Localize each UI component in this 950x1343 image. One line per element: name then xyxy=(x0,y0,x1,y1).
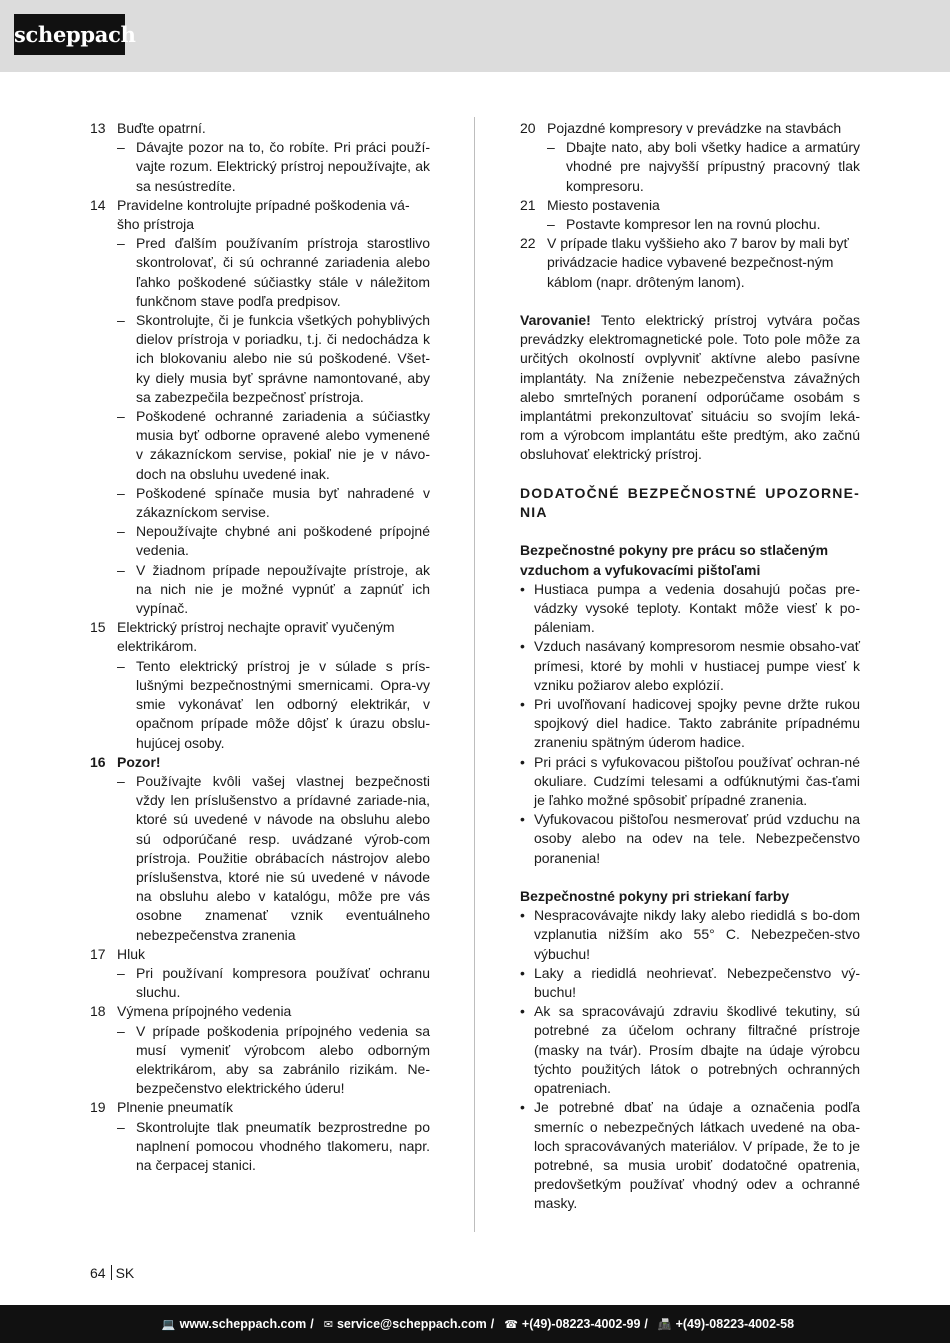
item-title: Pojazdné kompresory v prevádzke na stavbách xyxy=(547,120,842,136)
sub-item xyxy=(90,484,430,522)
sub-item-text: Poškodené ochranné zariadenia a súčiastky musia byť odborne opravené alebo vymenené v zákazníckom servise, pokiaľ nie je v návo-doch na obsluhu uvedené inak. xyxy=(136,408,430,482)
numbered-item xyxy=(90,1098,430,1117)
computer-icon: 💻 xyxy=(161,1318,176,1331)
bullet-text: Nespracovávajte nikdy laky alebo riedidlá s bo-dom vzplanutia nižším ako 55° C. Nebezpečen-stvo výbuchu! xyxy=(534,907,860,962)
paragraph-gap xyxy=(520,868,860,887)
sub-item-text: Poškodené spínače musia byť nahradené v zákazníckom servise. xyxy=(136,484,430,521)
bullet-item xyxy=(520,1002,860,1098)
sub-item-text: V žiadnom prípade nepoužívajte prístroje, ak na nich nie je možné vypnúť a zapnúť ich vypínač. xyxy=(136,561,430,617)
bullet-text: Vyfukovacou pištoľou nesmerovať prúd vzduchu na osoby alebo na odev na tele. Nebezpečenstvo poranenia! xyxy=(534,811,860,866)
sub-item xyxy=(90,138,430,196)
bullet-marker: • xyxy=(520,811,525,828)
warning-paragraph xyxy=(520,311,860,465)
subsection-heading: Bezpečnostné pokyny pre prácu so stlačeným vzduchom a vyfukovacími pištoľami xyxy=(520,542,829,578)
paragraph-gap xyxy=(520,292,860,311)
footer-separator: / xyxy=(490,1317,495,1331)
sub-item xyxy=(90,311,430,407)
paragraph-gap xyxy=(520,465,860,484)
sub-item xyxy=(90,522,430,560)
item-number: 14 xyxy=(90,196,106,213)
footer-phone[interactable]: +(49)-08223-4002-99 xyxy=(521,1317,641,1331)
sub-item-text: Pri používaní kompresora používať ochranu sluchu. xyxy=(136,964,430,1001)
numbered-item xyxy=(520,196,860,215)
dash-marker: – xyxy=(117,964,125,981)
item-number: 16 xyxy=(90,753,106,770)
sub-item xyxy=(520,215,860,234)
footer-separator: / xyxy=(310,1317,314,1331)
page-header xyxy=(0,0,950,72)
dash-marker: – xyxy=(117,772,125,789)
column-divider xyxy=(474,117,475,1232)
dash-marker: – xyxy=(117,561,125,578)
footer-fax: +(49)-08223-4002-58 xyxy=(675,1317,795,1331)
page-number xyxy=(90,1264,134,1283)
item-title: Buďte opatrní. xyxy=(117,120,206,136)
numbered-item xyxy=(90,618,430,656)
footer-separator: / xyxy=(644,1317,648,1331)
item-number: 18 xyxy=(90,1003,106,1020)
sub-item xyxy=(90,964,430,1002)
sub-item-text: Nepoužívajte chybné ani poškodené prípojné vedenia. xyxy=(136,523,430,559)
bullet-text: Laky a riedidlá neohrievať. Nebezpečenstvo vý-buchu! xyxy=(534,964,860,1001)
sub-item-text: Pred ďalším používaním prístroja starostlivo skontrolovať, či sú ochranné zariadenia alebo ľahko poškodené súčiastky stále v náležitom funkčnom stave podľa predpisov. xyxy=(136,235,430,309)
dash-marker: – xyxy=(547,139,555,156)
sub-item-text: V prípade poškodenia prípojného vedenia sa musí vymeniť výrobcom alebo odborným elektrikárom, aby sa zabránilo rizikám. Ne-bezpečenstvo elektrického úderu! xyxy=(136,1022,430,1097)
bullet-item xyxy=(520,964,860,1002)
warning-label: Varovanie! xyxy=(520,312,591,329)
dash-marker: – xyxy=(117,139,125,156)
bullet-marker: • xyxy=(520,580,525,597)
sub-item xyxy=(90,234,430,311)
sub-item xyxy=(520,138,860,196)
sub-item-text: Používajte kvôli vašej vlastnej bezpečnosti vždy len príslušenstvo a prídavné zariade-nia, ktoré sú uvedené v návode na obsluhu alebo sú odporúčané resp. uvádzané výrob-com prístroja. Použitie obrábacích nástrojov alebo príslušenstva, ktoré nie sú uvedené v návode na obsluhu alebo v katalógu, môže pre vás osobne znamenať vznik eventuálneho nebezpečenstva zranenia xyxy=(136,772,430,943)
bullet-item xyxy=(520,810,860,868)
mail-icon: ✉ xyxy=(323,1318,333,1331)
bullet-marker: • xyxy=(520,1003,525,1020)
bullet-text: Hustiaca pumpa a vedenia dosahujú počas pre-vádzky vysoké teploty. Kontakt môže viesť k po-páleniam. xyxy=(534,580,860,636)
bullet-item xyxy=(520,906,860,964)
item-number: 19 xyxy=(90,1099,106,1116)
dash-marker: – xyxy=(117,1022,125,1039)
bullet-item xyxy=(520,753,860,811)
dash-marker: – xyxy=(117,484,125,501)
bullet-item xyxy=(520,637,860,695)
bullet-text: Je potrebné dbať na údaje a označenia podľa smerníc o nebezpečných látkach uvedené na oba-loch spracovávaných materiálov. V prípade, že to je potrebné, sa musia urobiť dodatočné opatrenia, predovšetkým používať vhodný odev a ochranné masky. xyxy=(534,1099,860,1212)
item-title: Pravidelne kontrolujte prípadné poškodenia vá-šho prístroja xyxy=(117,196,410,233)
page-language: SK xyxy=(115,1265,135,1281)
footer-website[interactable]: www.scheppach.com xyxy=(179,1317,307,1331)
fax-icon: 📠 xyxy=(657,1318,672,1331)
bullet-text: Ak sa spracovávajú zdraviu škodlivé tekutiny, sú potrebné za účelom ochrany filtračné prístroje (masky na tvár). Prosím dbajte na údaje výrobcu týchto použitých látok o potrebných ochranných opatreniach. xyxy=(534,1003,860,1097)
dash-marker: – xyxy=(117,523,125,540)
dash-marker: – xyxy=(117,657,125,674)
bullet-item xyxy=(520,580,860,638)
sub-item-text: Skontrolujte tlak pneumatík bezprostredne po naplnení pomocou vhodného tlakomeru, napr. na čerpacej stanici. xyxy=(136,1118,430,1173)
sub-item xyxy=(90,657,430,753)
bullet-text: Pri uvoľňovaní hadicovej spojky pevne držte rukou spojkový diel hadice. Takto zabránite prípadnému zraneniu spätným úderom hadice. xyxy=(534,696,860,751)
paragraph-gap xyxy=(520,522,860,541)
phone-icon: ☎ xyxy=(504,1318,518,1331)
bullet-marker: • xyxy=(520,638,525,655)
item-title: V prípade tlaku vyššieho ako 7 barov by mali byť privádzacie hadice vybavené bezpečnost-ným káblom (napr. drôteným lanom). xyxy=(547,235,849,290)
sub-item xyxy=(90,407,430,484)
sub-item xyxy=(90,561,430,619)
numbered-item xyxy=(90,1002,430,1021)
sub-item-text: Postavte kompresor len na rovnú plochu. xyxy=(566,216,821,233)
item-number: 21 xyxy=(520,196,536,213)
page-number-value: 64 xyxy=(90,1265,106,1281)
item-number: 15 xyxy=(90,619,106,636)
item-number: 20 xyxy=(520,120,536,136)
sub-item xyxy=(90,772,430,945)
bullet-marker: • xyxy=(520,1099,525,1116)
dash-marker: – xyxy=(117,408,125,425)
warning-text: Tento elektrický prístroj vytvára počas prevádzky elektromagnetické pole. Toto pole môže za určitých okolností ovplyvniť aktívne alebo pasívne implantáty. Na zníženie nebezpečenstva závažných alebo smrteľných poranení odporúčame osobám s implantátmi prekonzultovať situáciu so svojím leká-rom a výrobcom implantátu ešte predtým, ako začnú obsluhovať elektrický prístroj. xyxy=(520,312,860,463)
item-number: 13 xyxy=(90,120,106,136)
subsection-heading: Bezpečnostné pokyny pri striekaní farby xyxy=(520,888,790,905)
numbered-item xyxy=(90,196,430,234)
dash-marker: – xyxy=(117,235,125,252)
bullet-text: Vzduch nasávaný kompresorom nesmie obsaho-vať prímesi, ktoré by mohli v hustiacej pumpe viesť k vzniku požiarov alebo explózií. xyxy=(534,638,860,693)
footer-email[interactable]: service@scheppach.com xyxy=(336,1317,487,1331)
left-column xyxy=(90,119,430,1175)
item-title: Hluk xyxy=(117,945,146,962)
item-title: Miesto postavenia xyxy=(547,196,660,213)
numbered-item xyxy=(90,753,430,772)
sub-item-text: Tento elektrický prístroj je v súlade s prís-lušnými bezpečnostnými smernicami. Opra-vy smie vykonávať len odborný elektrikár, v opačnom prípade môže dôjsť k úrazu obslu-hujúcej osoby. xyxy=(136,657,430,751)
numbered-item xyxy=(90,119,430,138)
numbered-item xyxy=(90,945,430,964)
brand-logo: scheppach xyxy=(14,14,125,55)
page-number-separator xyxy=(111,1265,112,1280)
item-title: Pozor! xyxy=(117,753,161,770)
bullet-marker: • xyxy=(520,696,525,713)
dash-marker: – xyxy=(547,216,555,233)
item-title: Elektrický prístroj nechajte opraviť vyučeným elektrikárom. xyxy=(117,619,395,655)
bullet-marker: • xyxy=(520,964,525,981)
item-title: Plnenie pneumatík xyxy=(117,1099,233,1116)
sub-item-text: Dávajte pozor na to, čo robíte. Pri práci použí-vajte rozum. Elektrický prístroj nepoužívajte, ak sa nesústredíte. xyxy=(136,139,430,194)
page-footer xyxy=(0,1305,950,1343)
bullet-text: Pri práci s vyfukovacou pištoľou používať ochran-né okuliare. Cudzími telesami a odfúknutými čas-ťami je ľahko možné spôsobiť prípadné zranenia. xyxy=(534,753,860,809)
numbered-item xyxy=(520,119,860,138)
bullet-item xyxy=(520,695,860,753)
sub-item xyxy=(90,1118,430,1176)
item-number: 22 xyxy=(520,235,536,252)
item-title: Výmena prípojného vedenia xyxy=(117,1003,292,1020)
sub-item xyxy=(90,1022,430,1099)
bullet-item xyxy=(520,1098,860,1213)
dash-marker: – xyxy=(117,312,125,329)
dash-marker: – xyxy=(117,1118,125,1135)
bullet-marker: • xyxy=(520,907,525,924)
item-number: 17 xyxy=(90,945,106,962)
sub-item-text: Dbajte nato, aby boli všetky hadice a armatúry vhodné pre najvyšší prípustný pracovný tlak kompresoru. xyxy=(566,139,860,194)
numbered-item xyxy=(520,234,860,292)
right-column xyxy=(520,119,860,1214)
section-heading: DODATOČNÉ BEZPEČNOSTNÉ UPOZORNE-NIA xyxy=(520,484,860,521)
bullet-marker: • xyxy=(520,753,525,770)
sub-item-text: Skontrolujte, či je funkcia všetkých pohyblivých dielov prístroja v poriadku, t.j. či nedochádza k ich blokovaniu alebo nie sú poškodené. Všet-ky diely musia byť správne namontované, aby sa zabezpečila bezpečnosť prístroja. xyxy=(136,312,430,405)
